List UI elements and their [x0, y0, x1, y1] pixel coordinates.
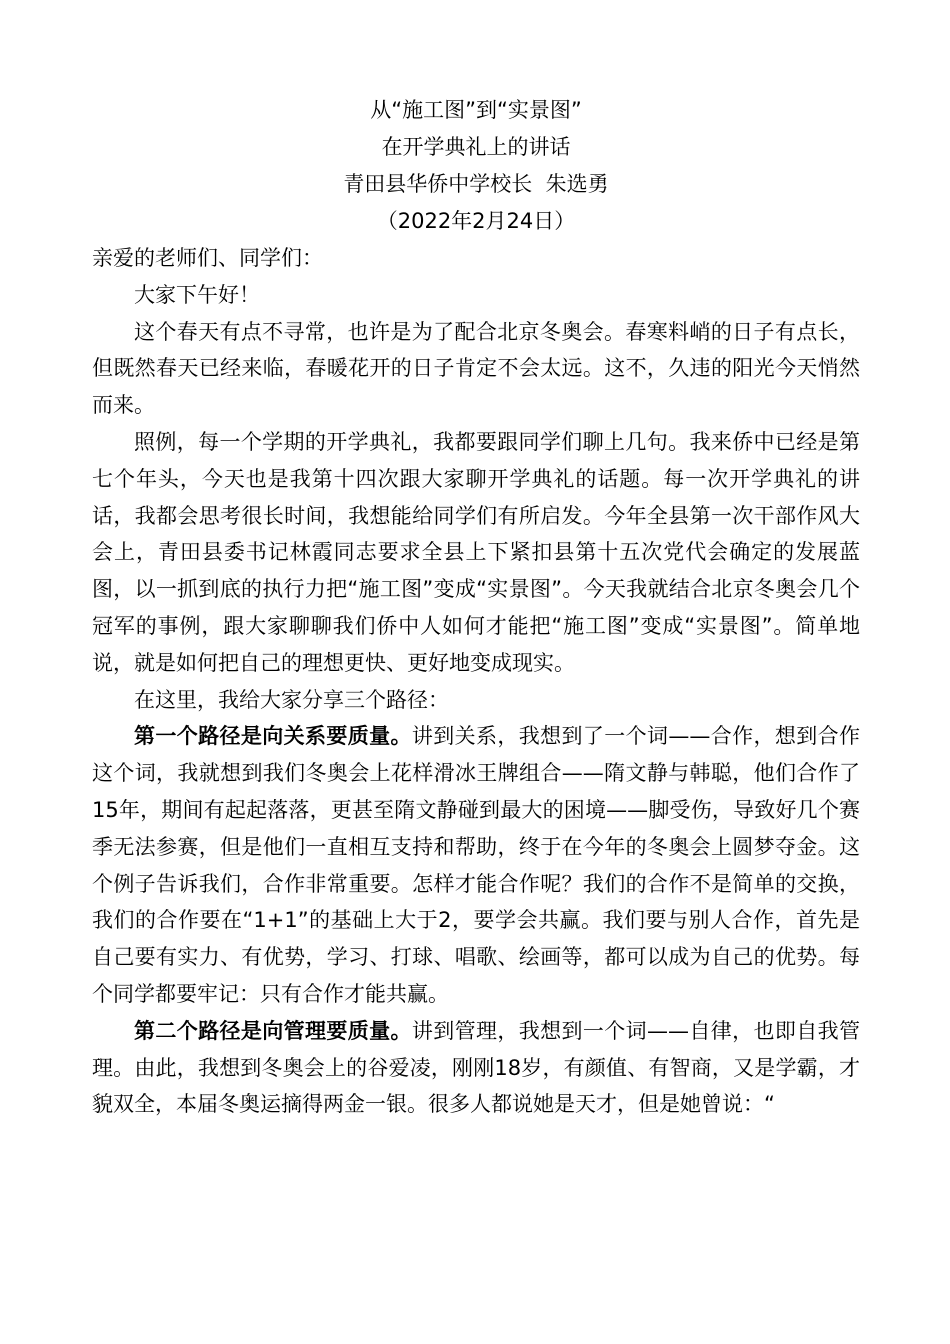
paragraph-4-text: 讲到关系，我想到了一个词——合作，想到合作这个词，我就想到我们冬奥会上花样滑冰王牌组合——隋文静与韩聪，他们合作了15年，期间有起起落落，更甚至隋文静碰到最大的困境——脚受伤，导致好几个赛季无法参赛，但是他们一直相互支持和帮助，终于在今年的冬奥会上圆梦夺金。这个例子告诉我们，合作非常重要。怎样才能合作呢？我们的合作不是简单的交换，我们的合作要在“1+1”的基础上大于2，要学会共赢。我们要与别人合作，首先是自己要有实力、有优势，学习、打球、唱歌、绘画等，都可以成为自己的优势。每个同学都要牢记：只有合作才能共赢。	[92, 724, 860, 1006]
paragraph-5-text: 讲到管理，我想到一个词——自律，也即自我管理。由此，我想到冬奥会上的谷爱凌，刚刚18岁，有颜值、有智商，又是学霸，才貌双全，本届冬奥运摘得两金一银。很多人都说她是天才，但是她曾说：“	[92, 1018, 860, 1117]
document-page	[92, 92, 860, 1123]
document-date: （2022年2月24日）	[376, 209, 576, 233]
salutation: 亲爱的老师们、同学们：	[92, 246, 323, 270]
document-subtitle: 在开学典礼上的讲话	[381, 135, 571, 159]
document-title: 从“施工图”到“实景图”	[370, 98, 582, 122]
paragraph-5-heading: 第二个路径是向管理要质量。	[134, 1018, 412, 1043]
paragraph-3: 在这里，我给大家分享三个路径：	[134, 687, 449, 712]
paragraph-1: 这个春天有点不寻常，也许是为了配合北京冬奥会。春寒料峭的日子有点长，但既然春天已经来临，春暖花开的日子肯定不会太远。这不，久违的阳光今天悄然而来。	[92, 319, 860, 418]
document-speaker: 青田县华侨中学校长 朱选勇	[343, 172, 609, 196]
paragraph-4	[92, 718, 860, 1012]
greeting: 大家下午好！	[134, 282, 260, 307]
paragraph-5	[92, 1013, 860, 1123]
paragraph-4-heading: 第一个路径是向关系要质量。	[134, 724, 412, 749]
paragraph-2: 照例，每一个学期的开学典礼，我都要跟同学们聊上几句。我来侨中已经是第七个年头，今天也是我第十四次跟大家聊开学典礼的话题。每一次开学典礼的讲话，我都会思考很长时间，我想能给同学们有所启发。今年全县第一次干部作风大会上，青田县委书记林霞同志要求全县上下紧扣县第十五次党代会确定的发展蓝图，以一抓到底的执行力把“施工图”变成“实景图”。今天我就结合北京冬奥会几个冠军的事例，跟大家聊聊我们侨中人如何才能把“施工图”变成“实景图”。简单地说，就是如何把自己的理想更快、更好地变成现实。	[92, 429, 860, 675]
